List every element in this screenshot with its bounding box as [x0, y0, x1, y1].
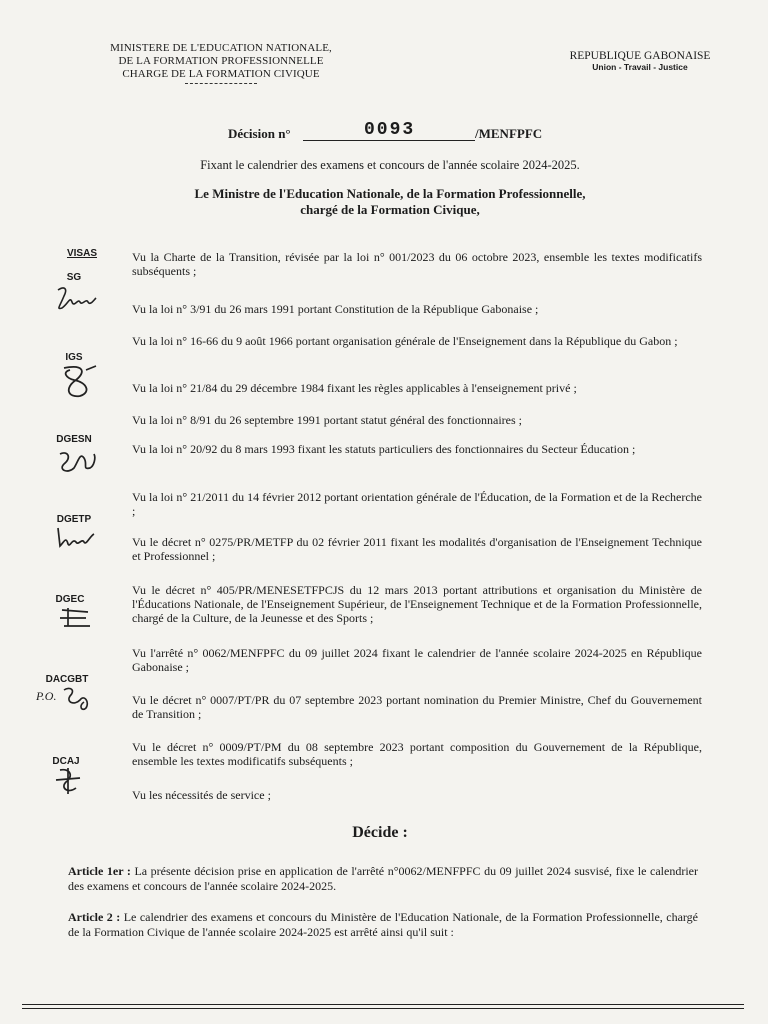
- consideration-10: Vu l'arrêté n° 0062/MENFPFC du 09 juillet 2024 fixant le calendrier de l'année scolaire 2024-2025 en République Gabonaise ;: [132, 646, 702, 674]
- dgec-signature: [56, 604, 96, 632]
- page-bottom-rule-2: [22, 1008, 744, 1009]
- consideration-6: Vu la loi n° 20/92 du 8 mars 1993 fixant les statuts particuliers des fonctionnaires du Secteur Éducation ;: [132, 442, 636, 456]
- sg-signature: [52, 284, 100, 314]
- dacgbt-signature: [34, 684, 98, 714]
- header-divider: [185, 83, 257, 84]
- dcaj-signature: [50, 766, 90, 796]
- decision-number: 0093: [364, 120, 416, 140]
- igs-signature: [56, 362, 102, 402]
- visa-label-dgetp: DGETP: [56, 514, 92, 525]
- dgesn-signature: [54, 446, 100, 478]
- visa-label-sg: SG: [66, 272, 82, 283]
- article-1-label: Article 1er :: [68, 864, 131, 878]
- visa-label-dacgbt: DACGBT: [45, 674, 89, 685]
- article-1: [68, 864, 698, 894]
- consideration-12: Vu le décret n° 0009/PT/PM du 08 septembre 2023 portant composition du Gouvernement de la République, ensemble les textes modificatifs subséquents ;: [132, 740, 702, 768]
- visa-label-dcaj: DCAJ: [52, 756, 80, 767]
- visa-label-dgec: DGEC: [55, 594, 85, 605]
- dacgbt-po-text: P.O.: [36, 689, 57, 703]
- article-1-text: La présente décision prise en application de l'arrêté n°0062/MENFPFC du 09 juillet 2024 susvisé, fixe le calendrier des examens et concours de l'année scolaire 2024-2025.: [68, 864, 698, 893]
- consideration-4: Vu la loi n° 21/84 du 29 décembre 1984 fixant les règles applicables à l'enseignement privé ;: [132, 381, 577, 395]
- decision-underline: [303, 140, 475, 141]
- ministry-header: [90, 42, 352, 84]
- visas-title: VISAS: [66, 248, 97, 259]
- consideration-8: Vu le décret n° 0275/PR/METFP du 02 février 2011 fixant les modalités d'organisation de l'Enseignement Technique et Professionnel ;: [132, 535, 702, 563]
- consideration-1: Vu la Charte de la Transition, révisée par la loi n° 001/2023 du 06 octobre 2023, ensemble les textes modificatifs subséquents ;: [132, 250, 702, 278]
- consideration-11: Vu le décret n° 0007/PT/PR du 07 septembre 2023 portant nomination du Premier Ministre, Chef du Gouvernement de Transition ;: [132, 693, 702, 721]
- decision-suffix: /MENFPFC: [475, 126, 543, 141]
- ministry-line-2: DE LA FORMATION PROFESSIONNELLE: [118, 55, 324, 67]
- minister-line-2: chargé de la Formation Civique,: [300, 202, 480, 217]
- article-2-label: Article 2 :: [68, 910, 121, 924]
- national-motto: Union - Travail - Justice: [592, 62, 688, 72]
- consideration-2: Vu la loi n° 3/91 du 26 mars 1991 portant Constitution de la République Gabonaise ;: [132, 302, 539, 316]
- consideration-13: Vu les nécessités de service ;: [132, 788, 271, 802]
- decide-heading: Décide :: [352, 824, 408, 841]
- page-bottom-rule: [22, 1004, 744, 1005]
- article-2: [68, 910, 698, 940]
- country-name: REPUBLIQUE GABONAISE: [569, 50, 711, 62]
- visa-label-dgesn: DGESN: [56, 434, 92, 445]
- consideration-3: Vu la loi n° 16-66 du 9 août 1966 portant organisation générale de l'Enseignement dans la République du Gabon ;: [132, 334, 678, 348]
- consideration-5: Vu la loi n° 8/91 du 26 septembre 1991 portant statut général des fonctionnaires ;: [132, 413, 522, 427]
- article-2-text: Le calendrier des examens et concours du Ministère de l'Education Nationale, de la Formation Professionnelle, chargé de la Formation Civique de l'année scolaire 2024-2025 est arrêté ainsi qu'il suit :: [68, 910, 699, 939]
- consideration-9: Vu le décret n° 405/PR/MENESETFPCJS du 12 mars 2013 portant attributions et organisation du Ministère de l'Éducations Nationale, de l'Enseignement Supérieur, de l'Enseignement Technique et de la Formation Professionnelle, chargé de la Culture, de la Jeunesse et des Sports ;: [132, 583, 702, 625]
- ministry-line-3: CHARGE DE LA FORMATION CIVIQUE: [122, 68, 320, 80]
- visa-label-igs: IGS: [65, 352, 83, 363]
- minister-title: [120, 186, 660, 218]
- minister-line-1: Le Ministre de l'Education Nationale, de la Formation Professionnelle,: [194, 186, 586, 201]
- dgetp-signature: [54, 524, 100, 552]
- decision-subject: Fixant le calendrier des examens et concours de l'année scolaire 2024-2025.: [200, 158, 580, 172]
- decision-label: Décision n°: [228, 126, 291, 141]
- ministry-line-1: MINISTERE DE L'EDUCATION NATIONALE,: [110, 42, 332, 54]
- republic-header: [555, 50, 725, 72]
- consideration-7: Vu la loi n° 21/2011 du 14 février 2012 portant orientation générale de l'Éducation, de la Formation et de la Recherche ;: [132, 490, 702, 518]
